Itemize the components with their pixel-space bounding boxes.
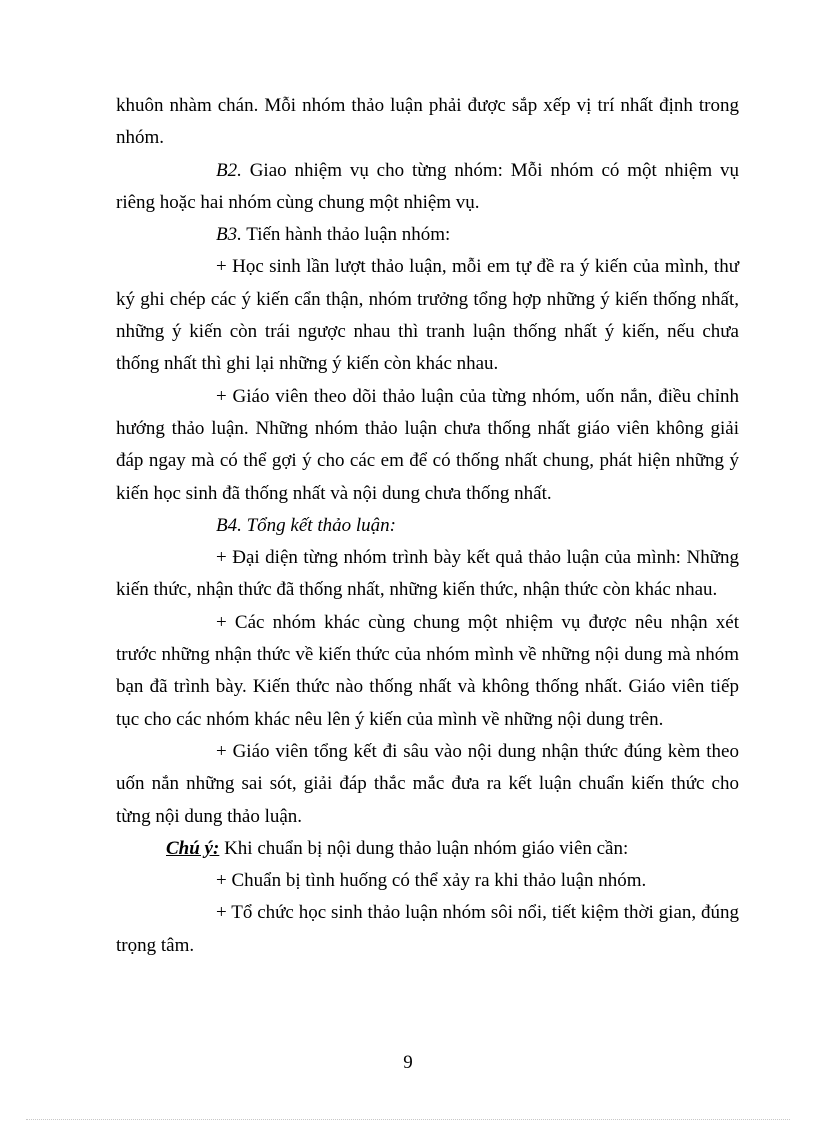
step-label-b2: B2. (216, 159, 242, 181)
page-bottom-divider (26, 1119, 790, 1120)
note-label: Chú ý: (166, 837, 220, 859)
paragraph-step-b2 (116, 155, 739, 220)
paragraph-step-b4: B4. Tổng kết thảo luận: (216, 514, 396, 536)
body-text (116, 90, 739, 962)
bullet-teacher-summary: + Giáo viên tổng kết đi sâu vào nội dung nhận thức đúng kèm theo uốn nắn những sai sót, giải đáp thắc mắc đưa ra kết luận chuẩn kiến thức cho từng nội dung thảo luận. (116, 740, 739, 827)
page-number: 9 (403, 1052, 413, 1073)
paragraph-step-b3 (116, 219, 739, 251)
bullet-prepare-situations: + Chuẩn bị tình huống có thể xảy ra khi thảo luận nhóm. (216, 870, 647, 892)
step-label-b3: B3. (216, 224, 242, 246)
note-text: Khi chuẩn bị nội dung thảo luận nhóm giáo viên cần: (219, 837, 629, 859)
paragraph-note (116, 833, 739, 865)
step-text-b3: Tiến hành thảo luận nhóm: (241, 224, 451, 246)
bullet-organize-discussion: + Tổ chức học sinh thảo luận nhóm sôi nổi, tiết kiệm thời gian, đúng trọng tâm. (116, 902, 739, 956)
bullet-teacher-monitor: + Giáo viên theo dõi thảo luận của từng nhóm, uốn nắn, điều chỉnh hướng thảo luận. Những nhóm thảo luận chưa thống nhất giáo viên không giải đáp ngay mà có thể gợi ý cho các em để có thống nhất chung, phát hiện những ý kiến học sinh đã thống nhất và nội dung chưa thống nhất. (116, 385, 739, 504)
step-text-b2: Giao nhiệm vụ cho từng nhóm: Mỗi nhóm có một nhiệm vụ riêng hoặc hai nhóm cùng chung một nhiệm vụ. (116, 159, 739, 213)
bullet-students-discuss: + Học sinh lần lượt thảo luận, mỗi em tự đề ra ý kiến của mình, thư ký ghi chép các ý kiến cẩn thận, nhóm trưởng tổng hợp những ý kiến thống nhất, những ý kiến còn trái ngược nhau thì tranh luận thống nhất ý kiến, nếu chưa thống nhất thì ghi lại những ý kiến còn khác nhau. (116, 256, 739, 375)
paragraph-continuation: khuôn nhàm chán. Mỗi nhóm thảo luận phải được sắp xếp vị trí nhất định trong nhóm. (116, 95, 739, 149)
bullet-group-present: + Đại diện từng nhóm trình bày kết quả thảo luận của mình: Những kiến thức, nhận thức đã thống nhất, những kiến thức, nhận thức còn khác nhau. (116, 547, 739, 601)
bullet-other-groups: + Các nhóm khác cùng chung một nhiệm vụ được nêu nhận xét trước những nhận thức về kiến thức của nhóm mình về những nội dung mà nhóm bạn đã trình bày. Kiến thức nào thống nhất và không thống nhất. Giáo viên tiếp tục cho các nhóm khác nêu lên ý kiến của mình về những nội dung trên. (116, 611, 739, 730)
